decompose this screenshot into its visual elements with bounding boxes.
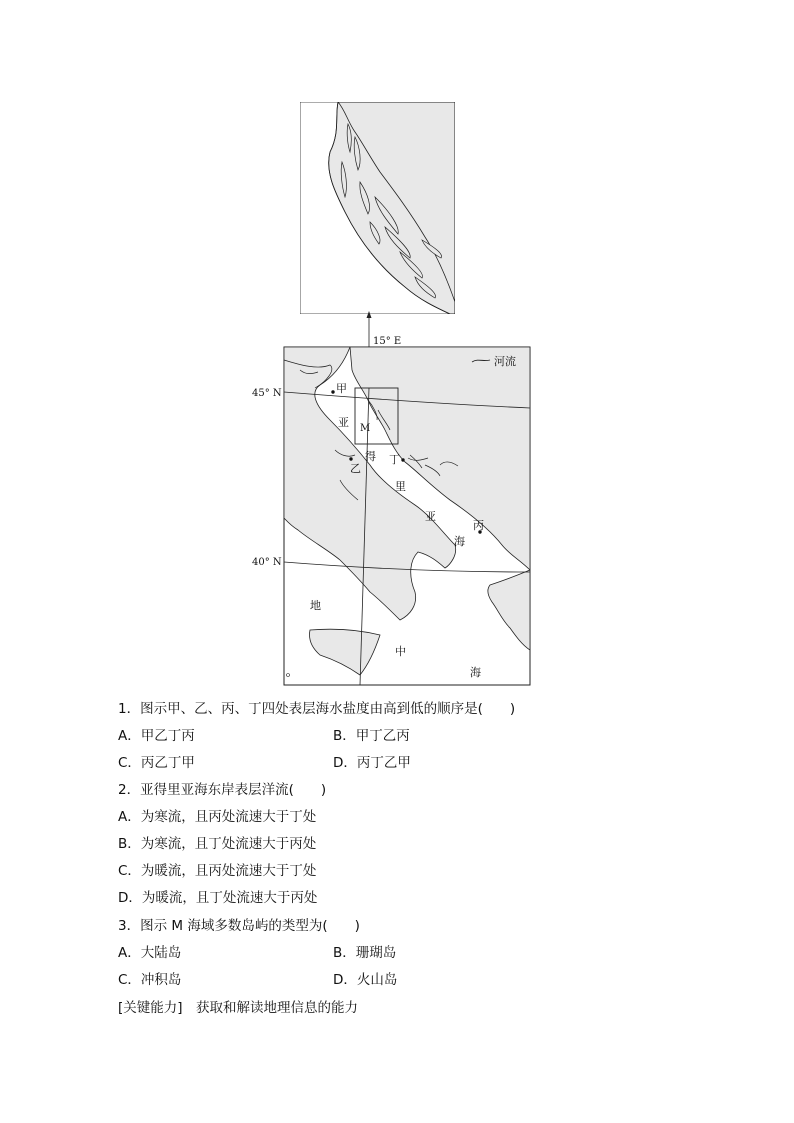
med-char-3: 海	[470, 666, 481, 679]
point-ding-dot	[401, 458, 404, 461]
med-char-1: 地	[310, 599, 321, 612]
key-ability: [关键能力] 获取和解读地理信息的能力	[118, 1000, 359, 1016]
inset-map	[300, 102, 455, 314]
point-jia-dot	[331, 390, 334, 393]
area-m-label: M	[360, 423, 371, 434]
q3-option-b[interactable]: B．珊瑚岛	[333, 945, 397, 961]
q3-stem: 3．图示 M 海域多数岛屿的类型为( )	[118, 918, 360, 934]
legend-label: 河流	[494, 355, 516, 368]
lat45-label: 45° N	[252, 388, 282, 399]
q1-option-a[interactable]: A．甲乙丁丙	[118, 728, 195, 744]
q2-option-a[interactable]: A．为寒流，且丙处流速大于丁处	[118, 809, 317, 825]
meridian-label: 15° E	[373, 336, 402, 347]
point-yi-dot	[349, 457, 352, 460]
q3-option-a[interactable]: A．大陆岛	[118, 945, 182, 961]
sea-char-1: 亚	[338, 416, 349, 429]
q2-option-b[interactable]: B．为寒流，且丁处流速大于丙处	[118, 836, 317, 852]
med-char-2: 中	[395, 645, 406, 658]
q3-option-d[interactable]: D．火山岛	[333, 972, 398, 988]
sea-char-3: 里	[395, 480, 406, 493]
sea-char-2: 得	[365, 450, 376, 463]
q1-option-b[interactable]: B．甲丁乙丙	[333, 728, 410, 744]
point-jia-label: 甲	[336, 382, 347, 395]
point-bing-label: 丙	[473, 519, 484, 532]
point-ding-label: 丁	[389, 453, 400, 466]
q1-stem: 1．图示甲、乙、丙、丁四处表层海水盐度由高到低的顺序是( )	[118, 701, 516, 717]
sea-char-5: 海	[454, 535, 465, 548]
point-yi-label: 乙	[350, 462, 361, 475]
q2-stem: 2．亚得里亚海东岸表层洋流( )	[118, 782, 327, 798]
q1-option-d[interactable]: D．丙丁乙甲	[333, 755, 411, 771]
main-map	[240, 330, 540, 690]
lat40-label: 40° N	[252, 557, 282, 568]
q2-option-c[interactable]: C．为暖流，且丙处流速大于丁处	[118, 863, 317, 879]
q1-option-c[interactable]: C．丙乙丁甲	[118, 755, 195, 771]
q2-option-d[interactable]: D．为暖流，且丁处流速大于丙处	[118, 890, 318, 906]
sea-char-4: 亚	[425, 510, 436, 523]
q3-option-c[interactable]: C．冲积岛	[118, 972, 182, 988]
